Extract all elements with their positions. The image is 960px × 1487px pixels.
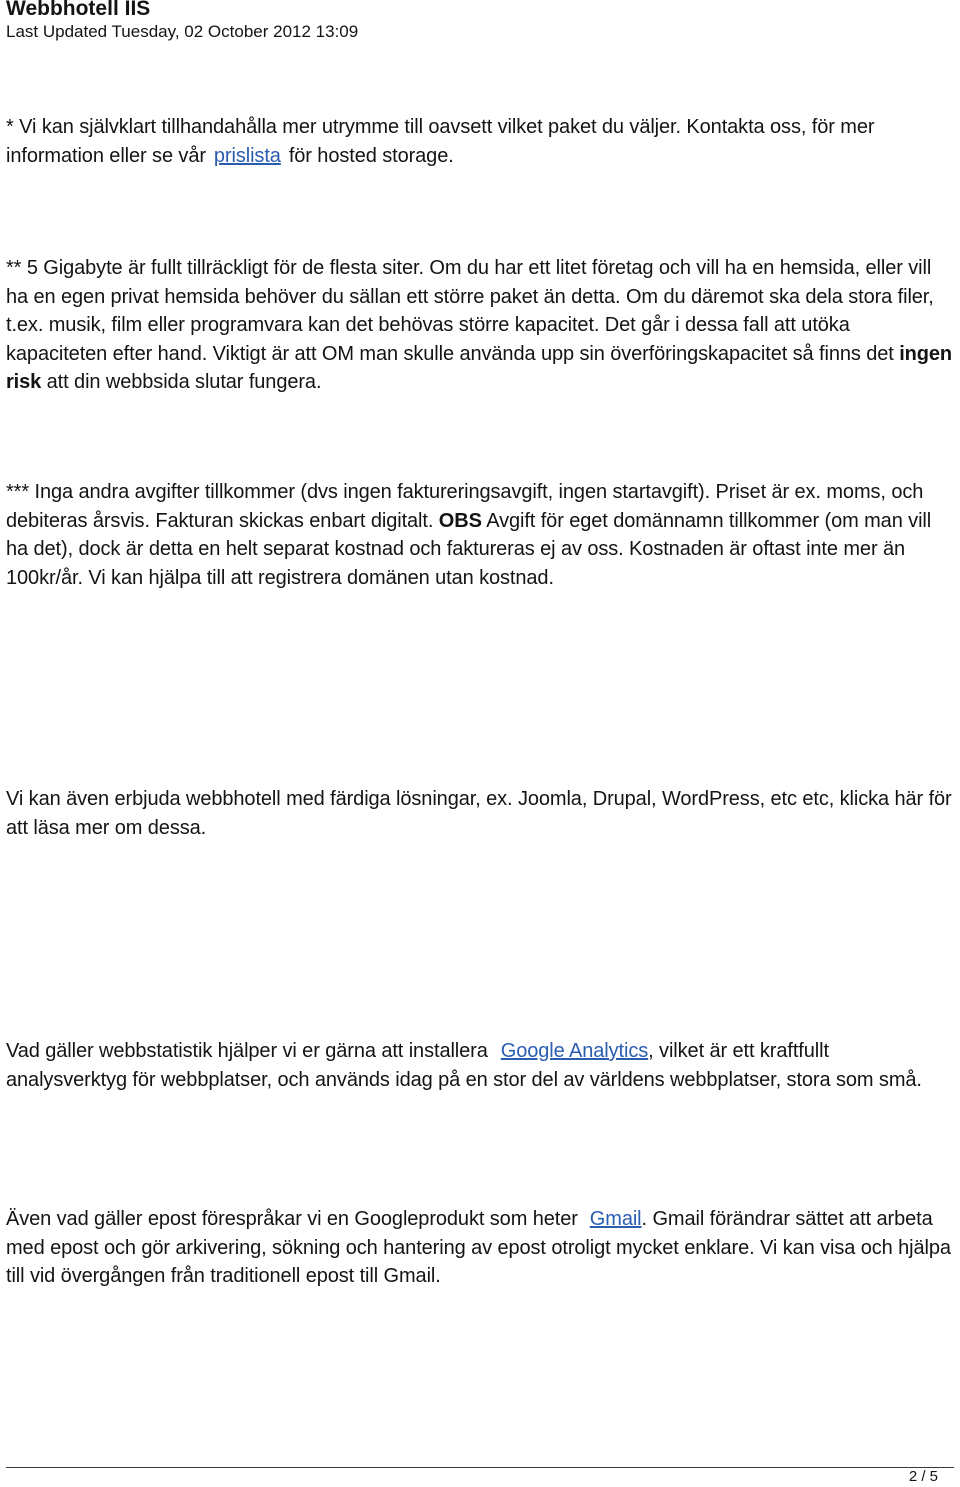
- paragraph-text: * Vi kan självklart tillhandahålla mer utrymme till oavsett vilket paket du väljer. Kontakta oss, för mer information eller se vår: [6, 116, 875, 167]
- prislista-link[interactable]: prislista: [213, 144, 281, 167]
- paragraph-text: ** 5 Gigabyte är fullt tillräckligt för de flesta siter. Om du har ett litet företag och vill ha en hemsida, eller vill ha en egen privat hemsida behöver du sällan ett större paket än detta. Om du däremot ska dela stora filer, t.ex. musik, film eller programvara kan det behövas större kapacitet. Det går i dessa fall att utöka kapaciteten efter hand. Viktigt är att OM man skulle använda upp sin överföringskapacitet så finns det: [6, 257, 934, 365]
- paragraph-text: Avgift för eget domännamn tillkommer (om man vill ha det), dock är detta en helt separat kostnad och faktureras ej av oss. Kostnaden är oftast inte mer än 100kr/år. Vi kan hjälpa till att registrera domänen utan kostnad.: [6, 509, 932, 589]
- footer-divider: [6, 1467, 954, 1468]
- last-updated-text: Last Updated Tuesday, 02 October 2012 13:09: [6, 22, 359, 41]
- paragraph-text: . Gmail förändrar sättet att arbeta med epost och gör arkivering, sökning och hantering av epost otroligt mycket enklare. Vi kan visa och hjälpa till vid övergången från traditionell epost till Gmail.: [6, 1208, 951, 1287]
- paragraph-text: Även vad gäller epost förespråkar vi en Googleprodukt som heter: [6, 1208, 578, 1230]
- gmail-link[interactable]: Gmail: [589, 1208, 642, 1230]
- gmail-paragraph: [6, 1205, 954, 1291]
- paragraph-text: för hosted storage.: [288, 144, 454, 167]
- paragraph-text: , vilket är ett kraftfullt analysverktyg för webbplatser, och används idag på en stor del av världens webbplatser, stora som små.: [6, 1040, 922, 1091]
- analytics-paragraph: [6, 1037, 954, 1094]
- paragraph-text: Vi kan även erbjuda webbhotell med färdiga lösningar, ex. Joomla, Drupal, WordPress, etc etc, klicka här för att läsa mer om dessa.: [6, 788, 952, 839]
- paragraph-text: att din webbsida slutar fungera.: [46, 371, 322, 393]
- fees-footnote-paragraph: [6, 478, 954, 592]
- storage-footnote-paragraph: [6, 113, 954, 170]
- page-number: 2 / 5: [908, 1468, 938, 1485]
- bold-text: ingen risk: [6, 342, 953, 393]
- solutions-paragraph: [6, 785, 954, 842]
- paragraph-text: *** Inga andra avgifter tillkommer (dvs ingen faktureringsavgift, ingen startavgift). Priset är ex. moms, och debiteras årsvis. Fakturan skickas enbart digitalt.: [6, 481, 924, 532]
- document-title: Webbhotell IIS: [6, 0, 151, 20]
- paragraph-text: Vad gäller webbstatistik hjälper vi er gärna att installera: [6, 1040, 488, 1062]
- capacity-footnote-paragraph: [6, 254, 954, 397]
- google-analytics-link[interactable]: Google Analytics: [500, 1040, 649, 1062]
- bold-text: OBS: [438, 509, 482, 532]
